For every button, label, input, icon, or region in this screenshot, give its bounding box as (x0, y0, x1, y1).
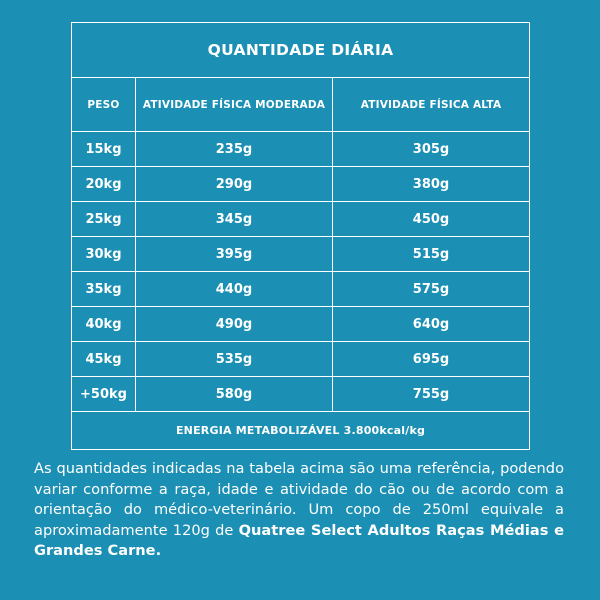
cell-moderate: 440g (136, 272, 333, 307)
cell-weight: 45kg (72, 342, 136, 377)
table-row (72, 377, 530, 412)
cell-weight: +50kg (72, 377, 136, 412)
cell-high: 755g (333, 377, 530, 412)
table-title: QUANTIDADE DIÁRIA (72, 23, 530, 78)
table-body (72, 132, 530, 412)
table-row (72, 307, 530, 342)
table-row (72, 167, 530, 202)
table-row (72, 237, 530, 272)
cell-high: 640g (333, 307, 530, 342)
cell-weight: 15kg (72, 132, 136, 167)
energy-row (72, 412, 530, 450)
cell-moderate: 490g (136, 307, 333, 342)
cell-high: 380g (333, 167, 530, 202)
cell-weight: 35kg (72, 272, 136, 307)
cell-high: 515g (333, 237, 530, 272)
header-high-activity: ATIVIDADE FÍSICA ALTA (333, 78, 530, 132)
cell-weight: 20kg (72, 167, 136, 202)
cell-weight: 40kg (72, 307, 136, 342)
cell-weight: 25kg (72, 202, 136, 237)
header-moderate-activity: ATIVIDADE FÍSICA MODERADA (136, 78, 333, 132)
feeding-table-container (71, 22, 529, 450)
cell-moderate: 290g (136, 167, 333, 202)
table-header-row (72, 78, 530, 132)
product-name: Quatree Select Adultos Raças Médias e Grandes Carne. (34, 521, 564, 559)
table-row (72, 272, 530, 307)
cell-high: 305g (333, 132, 530, 167)
table-row (72, 202, 530, 237)
cell-weight: 30kg (72, 237, 136, 272)
note-text: As quantidades indicadas na tabela acima são uma referência, podendo variar conforme a raça, idade e atividade do cão ou de acordo com a orientação do médico-veterinário. Um copo de 250ml equivale a aproximadamente 120g de (34, 460, 564, 539)
feeding-note (34, 459, 564, 562)
header-weight: PESO (72, 78, 136, 132)
cell-moderate: 535g (136, 342, 333, 377)
cell-moderate: 580g (136, 377, 333, 412)
table-row (72, 132, 530, 167)
cell-moderate: 395g (136, 237, 333, 272)
table-title-row (72, 23, 530, 78)
cell-moderate: 235g (136, 132, 333, 167)
energy-footer: ENERGIA METABOLIZÁVEL 3.800kcal/kg (72, 412, 530, 450)
table-row (72, 342, 530, 377)
cell-high: 695g (333, 342, 530, 377)
cell-moderate: 345g (136, 202, 333, 237)
feeding-table (71, 22, 530, 450)
cell-high: 575g (333, 272, 530, 307)
cell-high: 450g (333, 202, 530, 237)
